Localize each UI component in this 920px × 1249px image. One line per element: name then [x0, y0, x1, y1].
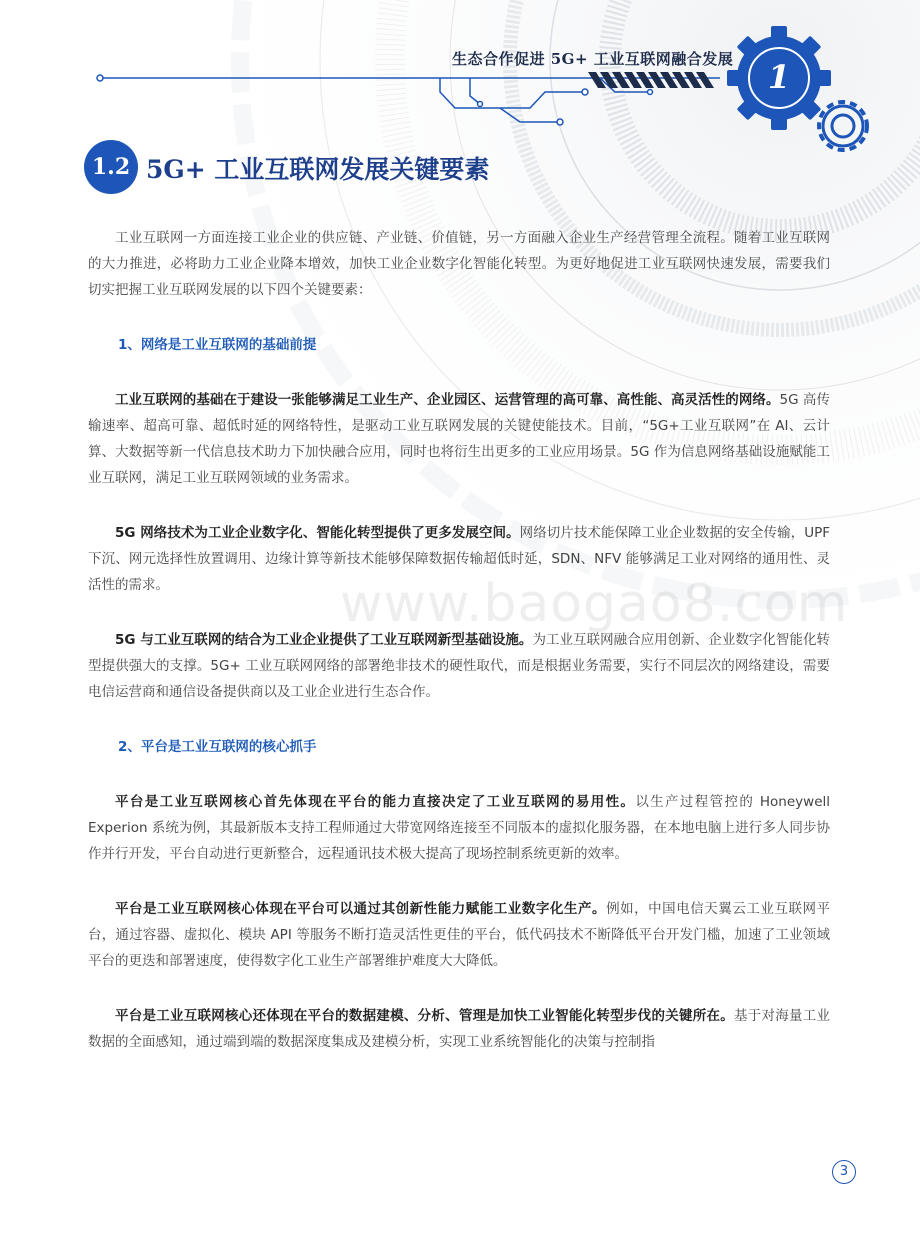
body-paragraph [88, 896, 830, 974]
body-paragraph [88, 387, 830, 491]
body-content [88, 225, 830, 1084]
body-paragraph [88, 520, 830, 598]
body-paragraph [88, 1003, 830, 1055]
paragraph-lead: 平台是工业互联网核心还体现在平台的数据建模、分析、管理是加快工业智能化转型步伐的关键所在。 [115, 1008, 734, 1024]
subsection-heading: 2、平台是工业互联网的核心抓手 [118, 739, 317, 755]
paragraph-lead: 5G 与工业互联网的结合为工业企业提供了工业互联网新型基础设施。 [115, 632, 533, 648]
paragraph-lead: 工业互联网的基础在于建设一张能够满足工业生产、企业园区、运营管理的高可靠、高性能、高灵活性的网络。 [115, 392, 780, 408]
section-number-badge: 1.2 [84, 140, 138, 194]
paragraph-lead: 平台是工业互联网核心首先体现在平台的能力直接决定了工业互联网的易用性。 [115, 794, 636, 810]
paragraph-text: 例如，中国电信天翼云工业互联网平台，通过容器、虚拟化、模块 API 等服务不断打造灵活性更佳的平台，低代码技术不断降低平台开发门槛，加速了工业领域平台的更迭和部署速度，使得数字化工业生产部署维护难度大大降低。 [88, 901, 831, 969]
watermark: www.baogao8.com [340, 574, 849, 634]
section-title: 5G+ 工业互联网发展关键要素 [146, 155, 490, 184]
paragraph-text: 基于对海量工业数据的全面感知，通过端到端的数据深度集成及建模分析，实现工业系统智能化的决策与控制指 [88, 1008, 831, 1050]
paragraph-lead: 5G 网络技术为工业企业数字化、智能化转型提供了更多发展空间。 [115, 525, 520, 541]
paragraph-text: 5G 高传输速率、超高可靠、超低时延的网络特性，是驱动工业互联网发展的关键使能技术。目前，“5G+工业互联网”在 AI、云计算、大数据等新一代信息技术助力下加快融合应用，同时也将衍生出更多的工业应用场景。5G 作为信息网络基础设施赋能工业互联网，满足工业互联网领域的业务需求。 [88, 392, 830, 486]
paragraph-text: 网络切片技术能保障工业企业数据的安全传输，UPF 下沉、网元选择性放置调用、边缘计算等新技术能够保障数据传输超低时延，SDN、NFV 能够满足工业对网络的通用性、灵活性的需求。 [88, 525, 830, 593]
chapter-number: 1 [767, 58, 791, 96]
paragraph-lead: 平台是工业互联网核心体现在平台可以通过其创新性能力赋能工业数字化生产。 [115, 901, 607, 917]
intro-paragraph: 工业互联网一方面连接工业企业的供应链、产业链、价值链，另一方面融入企业生产经营管理全流程。随着工业互联网的大力推进，必将助力工业企业降本增效，加快工业企业数字化智能化转型。为更好地促进工业互联网快速发展，需要我们切实把握工业互联网发展的以下四个关键要素： [88, 230, 830, 298]
subsection-heading: 1、网络是工业互联网的基础前提 [118, 337, 317, 353]
page-number: 3 [832, 1160, 856, 1184]
paragraph-text: 以生产过程管控的 Honeywell Experion 系统为例，其最新版本支持工程师通过大带宽网络连接至不同版本的虚拟化服务器，在本地电脑上进行多人同步协作并行开发，平台自动进行更新整合，远程通讯技术极大提高了现场控制系统更新的效率。 [88, 794, 831, 862]
paragraph-text: 为工业互联网融合应用创新、企业数字化智能化转型提供强大的支撑。5G+ 工业互联网网络的部署绝非技术的硬性取代，而是根据业务需要，实行不同层次的网络建设，需要电信运营商和通信设备提供商以及工业企业进行生态合作。 [88, 632, 830, 700]
running-header-title: 生态合作促进 5G+ 工业互联网融合发展 [452, 50, 734, 68]
body-paragraph [88, 627, 830, 705]
body-paragraph [88, 789, 830, 867]
